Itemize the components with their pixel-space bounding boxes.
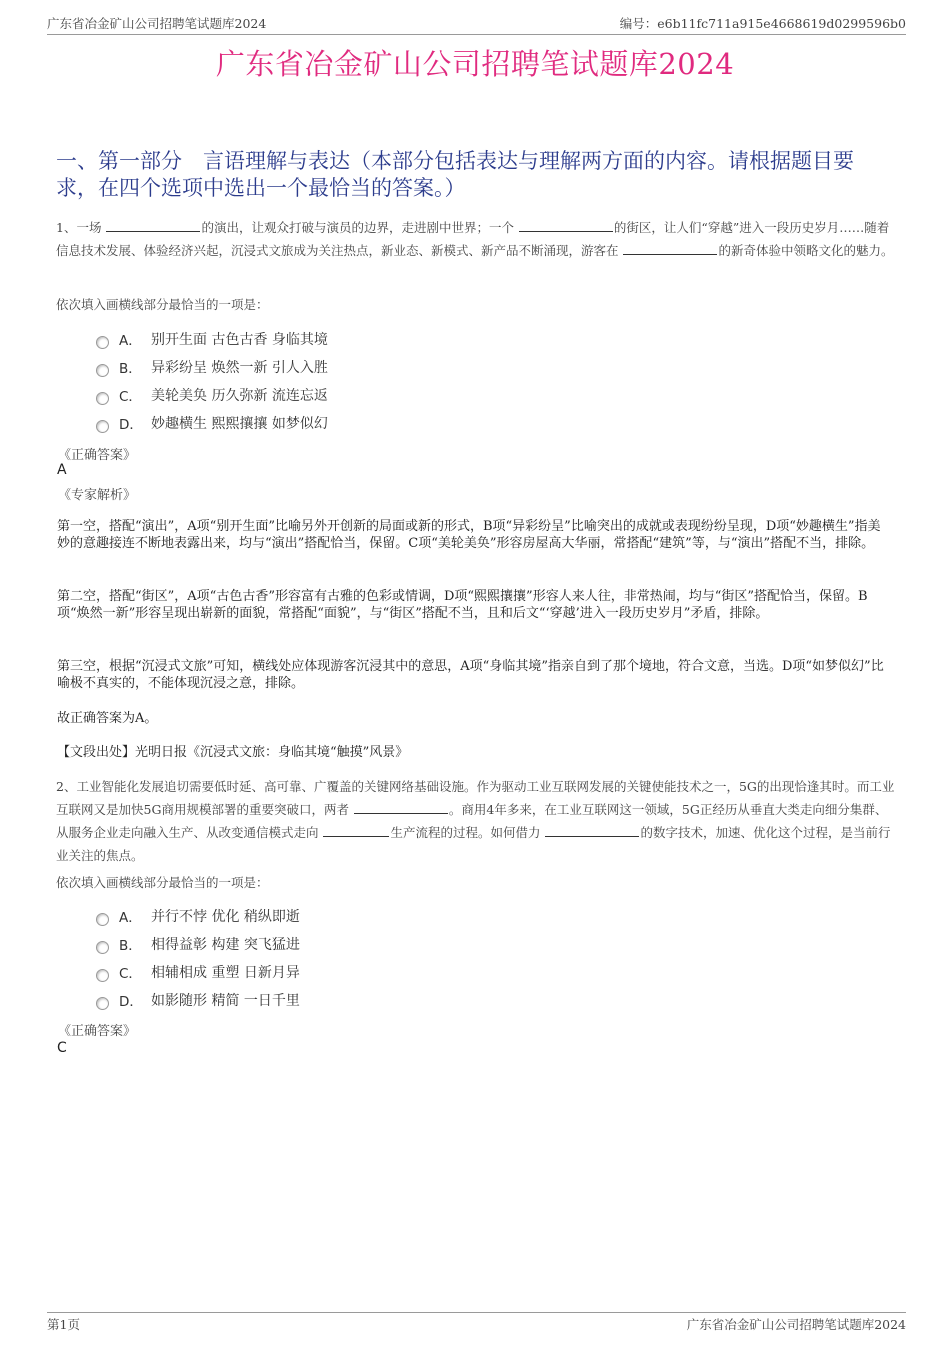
q1-text-part: 的街区，让人们“穿越”进入一段历史岁月……随着信息技术发展、体验经济兴起，沉浸式文旅成为关注热点，新业态、新模式、新产品不断涌现，游客在: [56, 220, 890, 258]
question-2-options: [96, 902, 300, 1014]
q1-analysis-para: 第二空，搭配“街区”，A项“古色古香”形容富有古雅的色彩或情调，D项“熙熙攘攘”形容人来人往，非常热闹，均与“街区”搭配恰当，保留。B项“焕然一新”形容呈现出崭新的面貌，常搭配“面貌”，与“街区”搭配不当，且和后文“‘穿越’进入一段历史岁月”矛盾，排除。: [57, 589, 868, 621]
fill-blank: [106, 219, 200, 232]
q1-analysis-label: 《专家解析》: [58, 488, 137, 503]
header-doc-name: 广东省冶金矿山公司招聘笔试题库2024: [47, 16, 267, 31]
q2-text-part: 2、工业智能化发展追切需要低时延、高可靠、广覆盖的关键网络基础设施。作为驱动工业互联网发展的关键使能技术之一，5G的出现恰逢其时。而工业互联网又是加快5G商用规模部署的重要突破口，两者: [56, 779, 895, 817]
radio-icon[interactable]: [96, 941, 109, 954]
q1-text-part: 的新奇体验中领略文化的魅力。: [718, 243, 894, 258]
radio-icon[interactable]: [96, 364, 109, 377]
page-footer: [47, 1312, 906, 1335]
radio-icon[interactable]: [96, 420, 109, 433]
fill-blank: [623, 242, 717, 255]
document-title: 广东省冶金矿山公司招聘笔试题库2024: [215, 47, 735, 81]
q2-option-b[interactable]: [96, 930, 300, 958]
option-text: 如影随形 精简 一日千里: [151, 993, 300, 1009]
option-letter: B．: [119, 361, 142, 377]
option-letter: A．: [119, 910, 142, 926]
question-1-stem: [56, 216, 898, 262]
question-1-options: [96, 325, 328, 437]
q2-text-part: 。商用4年多来，在工业互联网这一领域，5G正经历从垂直大类走向细分集群、从服务企业走向融入生产、从改变通信模式走向: [56, 802, 888, 840]
radio-icon[interactable]: [96, 336, 109, 349]
fill-blank: [519, 219, 613, 232]
option-letter: B．: [119, 938, 142, 954]
option-text: 妙趣横生 熙熙攘攘 如梦似幻: [151, 416, 328, 432]
radio-icon[interactable]: [96, 969, 109, 982]
question-2-instruction: 依次填入画横线部分最恰当的一项是：: [56, 875, 269, 890]
option-letter: D．: [119, 417, 143, 433]
section-heading: 一、第一部分 言语理解与表达（本部分包括表达与理解两方面的内容。请根据题目要求，在四个选项中选出一个最恰当的答案。）: [56, 149, 854, 200]
option-text: 美轮美奂 历久弥新 流连忘返: [151, 388, 328, 404]
q2-option-c[interactable]: [96, 958, 300, 986]
option-text: 相辅相成 重塑 日新月异: [151, 965, 300, 981]
footer-doc-name: 广东省冶金矿山公司招聘笔试题库2024: [686, 1317, 906, 1332]
q2-text-part: 生产流程的过程。如何借力: [390, 825, 545, 840]
radio-icon[interactable]: [96, 997, 109, 1010]
option-letter: C．: [119, 966, 142, 982]
option-text: 相得益彰 构建 突飞猛进: [151, 937, 300, 953]
option-text: 并行不悖 优化 稍纵即逝: [151, 909, 300, 925]
q1-text-part: 的演出，让观众打破与演员的边界，走进剧中世界；一个: [201, 220, 518, 235]
question-2-stem: [56, 775, 898, 867]
fill-blank: [323, 824, 389, 837]
q1-option-b[interactable]: [96, 353, 328, 381]
option-text: 别开生面 古色古香 身临其境: [151, 332, 328, 348]
fill-blank: [545, 824, 639, 837]
option-letter: A．: [119, 333, 142, 349]
q1-analysis-para: 故正确答案为A。: [57, 711, 158, 726]
q2-answer-label: 《正确答案》: [58, 1024, 137, 1039]
page-number: 第1页: [47, 1317, 80, 1332]
q1-option-a[interactable]: [96, 325, 328, 353]
question-1-instruction: 依次填入画横线部分最恰当的一项是：: [56, 297, 269, 312]
q2-option-a[interactable]: [96, 902, 300, 930]
q1-option-c[interactable]: [96, 381, 328, 409]
option-letter: C．: [119, 389, 142, 405]
q1-source: 【文段出处】光明日报《沉浸式文旅：身临其境“触摸”风景》: [57, 745, 409, 760]
fill-blank: [354, 801, 448, 814]
q1-answer-value: A: [57, 462, 67, 478]
q1-answer-label: 《正确答案》: [58, 448, 137, 463]
q2-answer-value: C: [57, 1040, 67, 1056]
q2-option-d[interactable]: [96, 986, 300, 1014]
q1-option-d[interactable]: [96, 409, 328, 437]
option-letter: D．: [119, 994, 143, 1010]
radio-icon[interactable]: [96, 392, 109, 405]
page-header: [47, 14, 906, 35]
q2-text-part: 的数字技术，加速、优化这个过程，是当前行业关注的焦点。: [56, 825, 891, 863]
q1-analysis-para: 第一空，搭配“演出”，A项“别开生面”比喻另外开创新的局面或新的形式，B项“异彩纷呈”比喻突出的成就或表现纷纷呈现，D项“妙趣横生”指美妙的意趣接连不断地表露出来，均与“演出”搭配恰当，保留。C项“美轮美奂”形容房屋高大华丽，常搭配“建筑”等，与“演出”搭配不当，排除。: [57, 519, 881, 551]
radio-icon[interactable]: [96, 913, 109, 926]
header-doc-id: 编号：e6b11fc711a915e4668619d0299596b0: [619, 16, 906, 31]
q1-text-part: 1、一场: [56, 220, 106, 235]
option-text: 异彩纷呈 焕然一新 引人入胜: [151, 360, 328, 376]
q1-analysis-para: 第三空，根据“沉浸式文旅”可知，横线处应体现游客沉浸其中的意思，A项“身临其境”指亲自到了那个境地，符合文意，当选。D项“如梦似幻”比喻极不真实的，不能体现沉浸之意，排除。: [57, 659, 884, 691]
